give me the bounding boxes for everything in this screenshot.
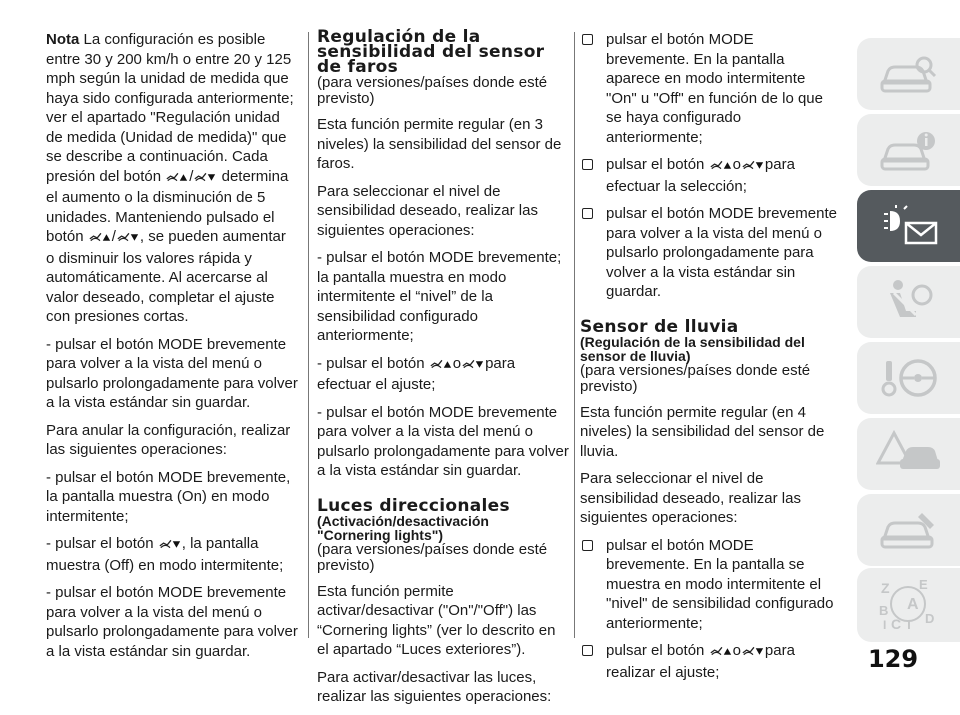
alphabet-index-icon xyxy=(875,577,941,631)
car-search-icon xyxy=(876,47,942,101)
down-button-icon xyxy=(158,536,182,556)
down-button-icon xyxy=(193,169,217,189)
page-number: 129 xyxy=(867,645,919,673)
svg-text:A: A xyxy=(907,596,919,613)
list-item: pulsar el botón o para efectuar la selección; xyxy=(580,155,838,196)
list-item: pulsar el botón MODE brevemente para volver a la vista del menú o pulsarlo prolongadamente para volver a la vista estándar sin guardar. xyxy=(580,204,838,302)
paragraph: - pulsar el botón o para efectuar el ajuste; xyxy=(317,354,516,393)
tab-starting-driving[interactable] xyxy=(857,342,960,414)
light-envelope-icon xyxy=(876,199,942,253)
list-item: pulsar el botón MODE brevemente. En la pantalla aparece en modo intermitente "On" u "Off" en función de lo que se haya configurado anteriormente; xyxy=(580,30,838,147)
down-button-icon xyxy=(741,157,765,177)
tab-car-knowledge[interactable] xyxy=(857,38,960,110)
paragraph: Esta función permite regular (en 3 niveles) la sensibilidad del sensor de faros. xyxy=(317,116,562,172)
section-subheading: (Regulación de la sensibilidad del sensor de lluvia) xyxy=(580,333,805,364)
checkbox-bullet-icon xyxy=(582,208,593,219)
paragraph: - pulsar el botón MODE brevemente para volver a la vista del menú o pulsarlo prolongadamente para volver a la vista estándar sin guardar. xyxy=(317,403,569,479)
note-text-1: La configuración es posible entre 30 y 200 km/h o entre 20 y 125 mph según la unidad de medida que haya sido configurada anteriormente; ver el apartado "Regulación unidad de medida (Unidad de medida)" que se describe a continuación. Cada presión del botón xyxy=(46,31,294,185)
warning-triangle-icon xyxy=(876,427,942,481)
slash-separator: / xyxy=(111,228,116,245)
tab-emergency[interactable] xyxy=(857,418,960,490)
column-divider xyxy=(308,32,309,638)
down-button-icon xyxy=(461,356,485,376)
svg-text:E: E xyxy=(919,577,928,592)
availability-note: (para versiones/países donde esté previsto) xyxy=(317,74,548,107)
paragraph xyxy=(46,534,298,575)
list-item: pulsar el botón MODE brevemente. En la pantalla se muestra en modo intermitente el "nivel" de sensibilidad configurado anteriormente; xyxy=(580,536,838,634)
slash-separator: / xyxy=(189,167,194,185)
availability-note: (para versiones/países donde esté previsto) xyxy=(317,540,548,574)
section-heading: Luces direccionales xyxy=(317,495,510,516)
checkbox-bullet-icon xyxy=(582,159,593,170)
down-button-icon xyxy=(741,643,765,663)
column-left xyxy=(46,30,298,669)
paragraph-text: , la pantalla muestra (Off) en modo intermitente; xyxy=(46,535,284,574)
checkbox-bullet-icon xyxy=(582,645,593,656)
section-heading: Regulación de la sensibilidad del sensor de faros xyxy=(317,27,545,77)
checkbox-bullet-icon xyxy=(582,540,593,551)
seat-airbag-icon xyxy=(876,275,942,329)
paragraph: - pulsar el botón MODE brevemente; la pantalla muestra en modo intermitente el “nivel” de la sensibilidad configurado anteriormente; xyxy=(317,249,562,344)
paragraph-text: - pulsar el botón xyxy=(46,535,154,552)
tab-safety[interactable] xyxy=(857,266,960,338)
paragraph: Esta función permite regular (en 4 niveles) la sensibilidad del sensor de lluvia. xyxy=(580,403,825,460)
column-right xyxy=(580,30,838,690)
tab-lights-warnings[interactable] xyxy=(857,190,960,262)
paragraph: Esta función permite activar/desactivar ("On"/"Off") las “Cornering lights” (ver lo descrito en el apartado “Luces exteriores”). xyxy=(317,582,556,658)
section-subheading: (Activación/desactivación "Cornering lights") xyxy=(317,512,489,543)
availability-note: (para versiones/países donde esté previsto) xyxy=(580,361,811,395)
up-button-icon xyxy=(429,356,453,376)
up-button-icon xyxy=(709,157,733,177)
note-label: Nota xyxy=(46,31,80,48)
svg-text:T: T xyxy=(905,617,913,631)
note-paragraph xyxy=(46,30,298,327)
svg-text:D: D xyxy=(925,611,935,626)
svg-text:I: I xyxy=(883,618,887,631)
up-button-icon xyxy=(709,643,733,663)
svg-text:B: B xyxy=(879,603,889,618)
paragraph: - pulsar el botón MODE brevemente, la pantalla muestra (On) en modo intermitente; xyxy=(46,468,291,525)
car-maintenance-icon xyxy=(876,503,942,557)
svg-text:Z: Z xyxy=(881,580,890,596)
paragraph: Para seleccionar el nivel de sensibilidad deseado, realizar las siguientes operaciones: xyxy=(317,182,538,239)
tab-dashboard-info[interactable] xyxy=(857,114,960,186)
paragraph: - pulsar el botón MODE brevemente para volver a la vista del menú o pulsarlo prolongadamente para volver a la vista estándar sin guardar. xyxy=(46,584,298,660)
car-info-icon xyxy=(876,123,942,177)
note-text-2: determina el aumento o la disminución de 5 unidades. Manteniendo pulsado el botón xyxy=(46,167,289,245)
tab-maintenance[interactable] xyxy=(857,494,960,566)
column-divider xyxy=(574,32,575,638)
list-item: pulsar el botón o para realizar el ajuste; xyxy=(580,641,838,682)
down-button-icon xyxy=(116,229,140,249)
note-text-3: , se pueden aumentar o disminuir los valores rápida y automáticamente. Al acercarse al valor deseado, completar el ajuste con presiones cortas. xyxy=(46,228,286,325)
column-middle xyxy=(317,27,569,715)
tab-alphabetical-index[interactable] xyxy=(857,568,960,640)
up-button-icon xyxy=(165,169,189,189)
up-button-icon xyxy=(88,229,112,249)
paragraph: - pulsar el botón MODE brevemente para volver a la vista del menú o pulsarlo prolongadamente para volver a la vista estándar sin guardar. xyxy=(46,335,298,411)
paragraph: Para seleccionar el nivel de sensibilidad deseado, realizar las siguientes operaciones: xyxy=(580,470,801,526)
svg-text:C: C xyxy=(891,616,902,631)
section-heading: Sensor de lluvia xyxy=(580,316,739,337)
steering-wheel-key-icon xyxy=(876,351,942,405)
checkbox-bullet-icon xyxy=(582,34,593,45)
paragraph: Para activar/desactivar las luces, realizar las siguientes operaciones: xyxy=(317,668,552,705)
paragraph: Para anular la configuración, realizar las siguientes operaciones: xyxy=(46,421,291,458)
